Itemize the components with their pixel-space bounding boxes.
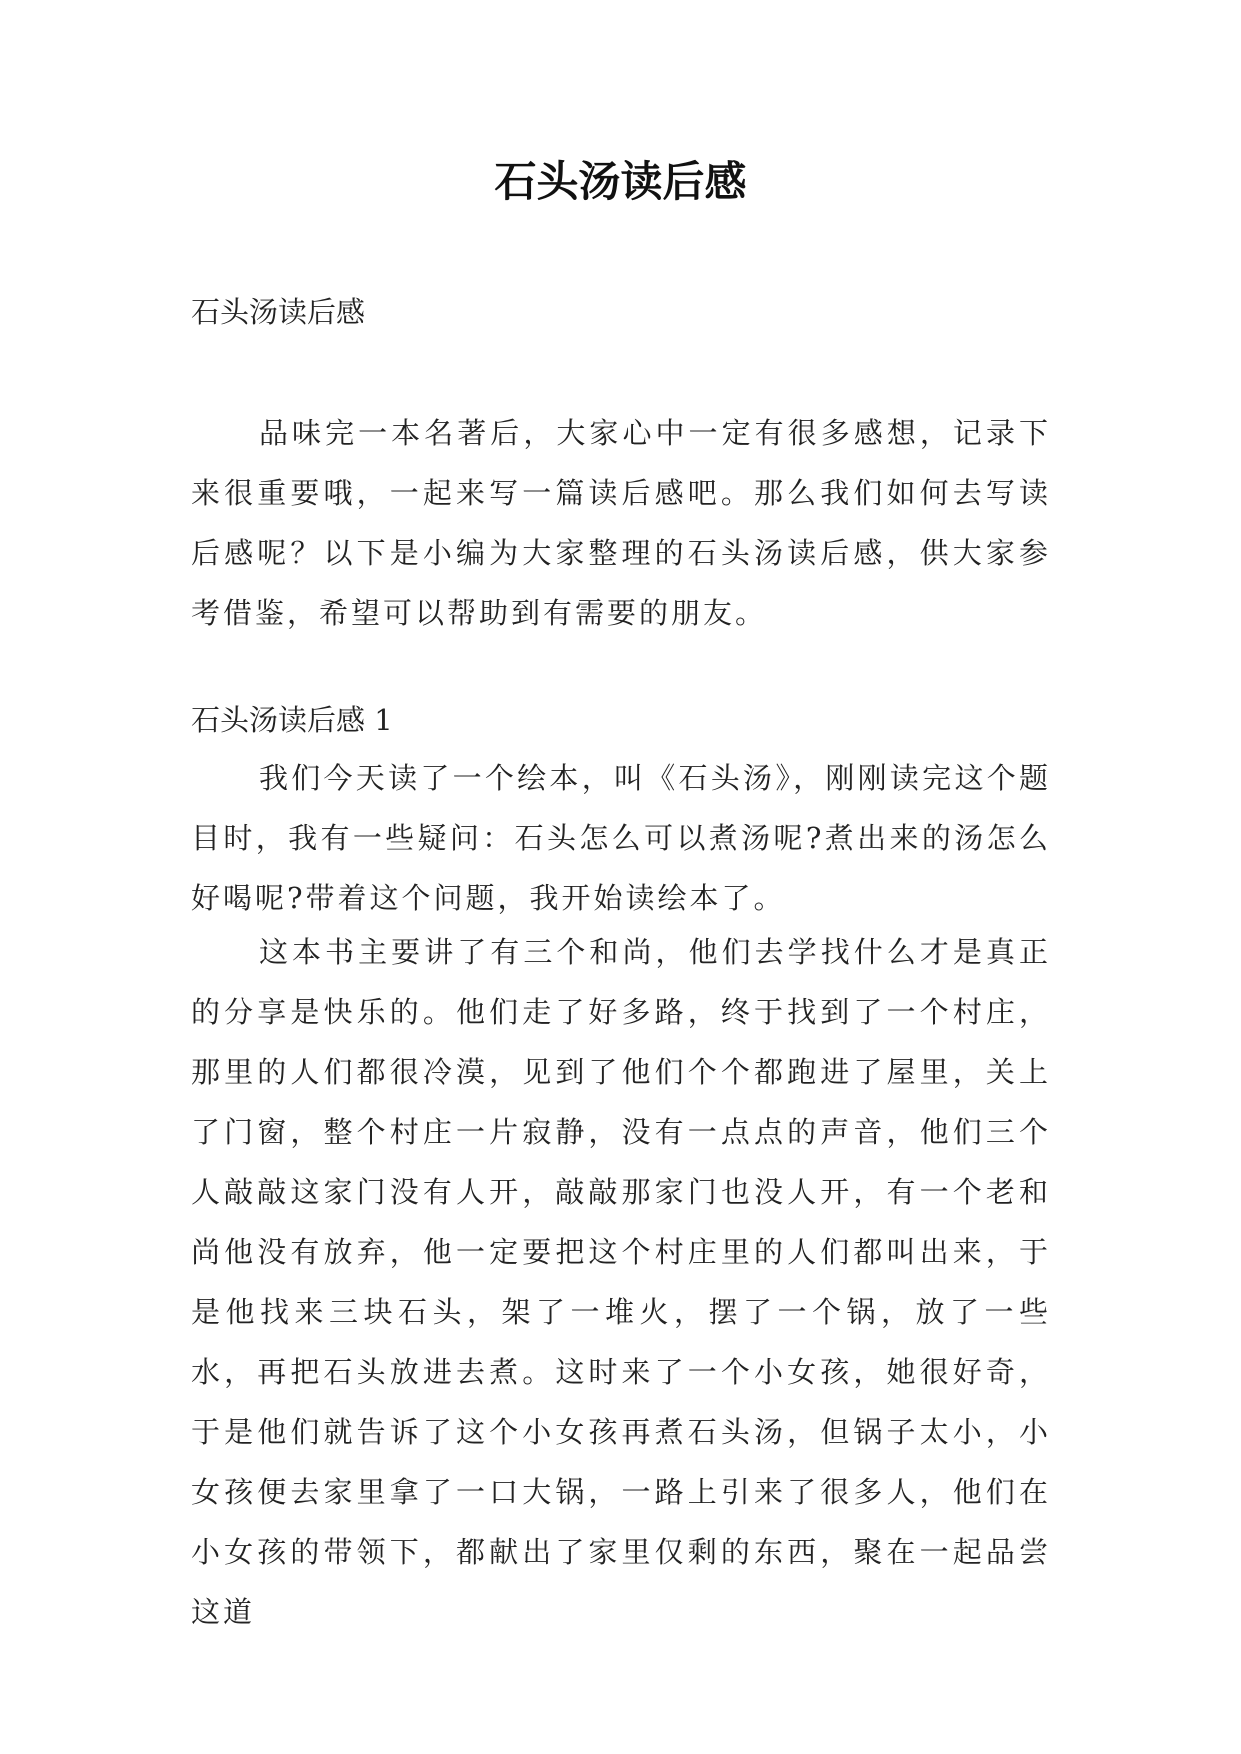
intro-paragraph: 品味完一本名著后，大家心中一定有很多感想，记录下来很重要哦，一起来写一篇读后感吧。那么我们如何去写读后感呢？以下是小编为大家整理的石头汤读后感，供大家参考借鉴，希望可以帮助到有需要的朋友。 xyxy=(191,416,1051,630)
section-heading: 石头汤读后感 1 xyxy=(191,703,393,737)
body-paragraph: 我们今天读了一个绘本，叫《石头汤》，刚刚读完这个题目时，我有一些疑问：石头怎么可以煮汤呢?煮出来的汤怎么好喝呢?带着这个问题，我开始读绘本了。 xyxy=(191,761,1051,915)
body-paragraph: 这本书主要讲了有三个和尚，他们去学找什么才是真正的分享是快乐的。他们走了好多路，终于找到了一个村庄，那里的人们都很冷漠，见到了他们个个都跑进了屋里，关上了门窗，整个村庄一片寂静，没有一点点的声音，他们三个人敲敲这家门没有人开，敲敲那家门也没人开，有一个老和尚他没有放弃，他一定要把这个村庄里的人们都叫出来，于是他找来三块石头，架了一堆火，摆了一个锅，放了一些水，再把石头放进去煮。这时来了一个小女孩，她很好奇，于是他们就告诉了这个小女孩再煮石头汤，但锅子太小，小女孩便去家里拿了一口大锅，一路上引来了很多人，他们在小女孩的带领下，都献出了家里仅剩的东西，聚在一起品尝这道 xyxy=(191,935,1051,1629)
page-title: 石头汤读后感 xyxy=(494,157,747,206)
document-subtitle: 石头汤读后感 xyxy=(191,295,366,329)
